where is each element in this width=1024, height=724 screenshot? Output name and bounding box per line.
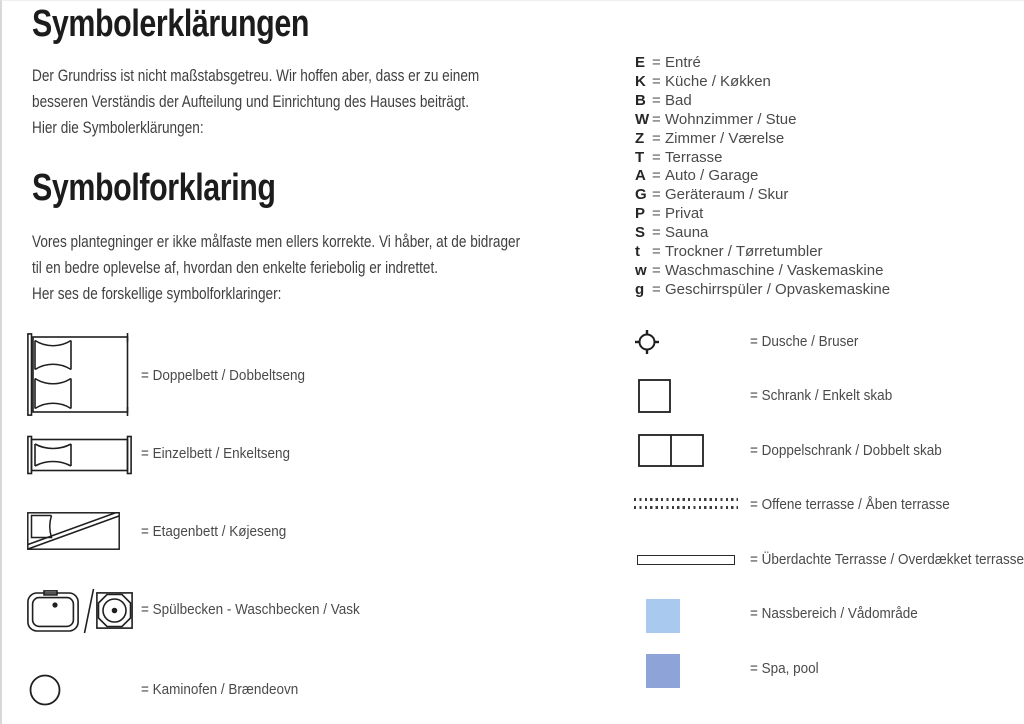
room-code-row: [635, 205, 890, 224]
bunk-bed-icon: [27, 512, 120, 550]
room-code-label: Sauna: [665, 224, 709, 242]
room-code-label: Küche / Køkken: [665, 72, 771, 90]
intro-line: besseren Verständis der Aufteilung und Einrichtung des Hauses beiträgt.: [32, 92, 469, 111]
double-bed-icon: [27, 333, 130, 416]
legend-label: = Einzelbett / Enkeltseng: [141, 445, 290, 462]
legend-label: = Etagenbett / Køjeseng: [141, 523, 287, 540]
intro-paragraph-danish: [32, 229, 520, 307]
equals-sign: =: [652, 186, 661, 204]
equals-sign: =: [652, 205, 661, 223]
room-code-row: [635, 167, 890, 186]
page-title-german: [32, 3, 378, 47]
room-code-label: Waschmaschine / Vaskemaskine: [665, 261, 884, 279]
intro-line: Der Grundriss ist nicht maßstabsgetreu. Wir hoffen aber, dass er zu einem: [32, 66, 480, 85]
equals-sign: =: [652, 167, 661, 185]
open-terrace-icon: [634, 498, 738, 509]
room-code-label: Entré: [665, 54, 701, 71]
equals-sign: =: [652, 148, 661, 166]
equals-sign: =: [652, 91, 661, 109]
room-code-row: [635, 111, 890, 130]
legend-label: = Kaminofen / Brændeovn: [141, 681, 299, 698]
room-code-row: [635, 262, 890, 281]
room-code-label: Bad: [665, 91, 692, 109]
room-code-letter: B: [635, 91, 646, 109]
slash-divider: [83, 588, 95, 634]
room-code-row: [635, 92, 890, 111]
legend-label: = Doppelschrank / Dobbelt skab: [750, 442, 942, 459]
covered-terrace-icon: [637, 555, 735, 565]
spa-pool-swatch: [646, 654, 680, 688]
legend-label: = Spülbecken - Waschbecken / Vask: [141, 601, 360, 618]
room-code-list: [635, 54, 890, 300]
legend-label: = Offene terrasse / Åben terrasse: [750, 496, 950, 513]
room-code-label: Geschirrspüler / Opvaskemaskine: [665, 280, 891, 298]
page-title-german-text: Symbolerklärungen: [32, 3, 310, 45]
intro-line: Her ses de forskellige symbolforklaringer:: [32, 284, 282, 303]
intro-line: Hier die Symbolerklärungen:: [32, 118, 204, 137]
equals-sign: =: [652, 129, 661, 147]
sink-washbasin-icon: [27, 588, 133, 634]
equals-sign: =: [652, 72, 661, 90]
legend-label: = Überdachte Terrasse / Overdækket terrasse: [750, 551, 1024, 568]
room-code-letter: S: [635, 224, 646, 242]
intro-line: Vores plantegninger er ikke målfaste men ellers korrekte. Vi håber, at de bidrager: [32, 232, 521, 251]
room-code-row: [635, 149, 890, 168]
room-code-letter: Z: [635, 129, 645, 147]
single-wardrobe-icon: [638, 379, 671, 413]
dotted-line: [634, 506, 738, 509]
room-code-label: Privat: [665, 205, 704, 223]
kitchen-sink-icon: [27, 590, 79, 632]
equals-sign: =: [652, 280, 661, 298]
room-code-label: Trockner / Tørretumbler: [665, 243, 823, 261]
room-code-row: [635, 281, 890, 300]
room-code-letter: w: [635, 261, 647, 279]
room-code-row: [635, 54, 890, 73]
room-code-label: Wohnzimmer / Stue: [665, 110, 797, 128]
intro-line: til en bedre oplevelse af, hvordan den enkelte feriebolig er indrettet.: [32, 258, 438, 277]
legend-label: = Nassbereich / Vådområde: [750, 605, 918, 622]
page-title-danish-text: Symbolforklaring: [32, 167, 276, 209]
equals-sign: =: [652, 110, 661, 128]
wet-area-swatch: [646, 599, 680, 633]
dotted-line: [634, 498, 738, 501]
legend-label: = Spa, pool: [750, 660, 819, 677]
room-code-row: [635, 130, 890, 149]
intro-paragraph-german: [32, 63, 479, 141]
room-code-label: Zimmer / Værelse: [665, 129, 785, 147]
double-wardrobe-icon: [638, 434, 704, 467]
wood-stove-icon: [29, 674, 61, 706]
single-bed-icon: [27, 435, 132, 475]
washbasin-icon: [96, 592, 133, 629]
room-code-row: [635, 243, 890, 262]
room-code-letter: P: [635, 205, 646, 223]
room-code-letter: K: [635, 72, 646, 90]
room-code-letter: t: [635, 243, 640, 261]
room-code-row: [635, 224, 890, 243]
legend-label: = Dusche / Bruser: [750, 333, 859, 350]
equals-sign: =: [652, 261, 661, 279]
room-code-letter: E: [635, 54, 646, 71]
shower-icon: [632, 327, 662, 357]
room-code-row: [635, 73, 890, 92]
room-code-label: Auto / Garage: [665, 167, 759, 185]
legend-label: = Schrank / Enkelt skab: [750, 387, 893, 404]
room-code-letter: T: [635, 148, 645, 166]
page-title-danish: [32, 167, 337, 211]
room-code-row: [635, 186, 890, 205]
equals-sign: =: [652, 243, 661, 261]
room-code-letter: A: [635, 167, 646, 185]
room-code-letter: G: [635, 186, 647, 204]
legend-label: = Doppelbett / Dobbeltseng: [141, 367, 305, 384]
equals-sign: =: [652, 54, 661, 71]
room-code-letter: g: [635, 280, 645, 298]
room-code-label: Geräteraum / Skur: [665, 186, 789, 204]
room-code-letter: W: [635, 110, 650, 128]
equals-sign: =: [652, 224, 661, 242]
room-code-label: Terrasse: [665, 148, 723, 166]
